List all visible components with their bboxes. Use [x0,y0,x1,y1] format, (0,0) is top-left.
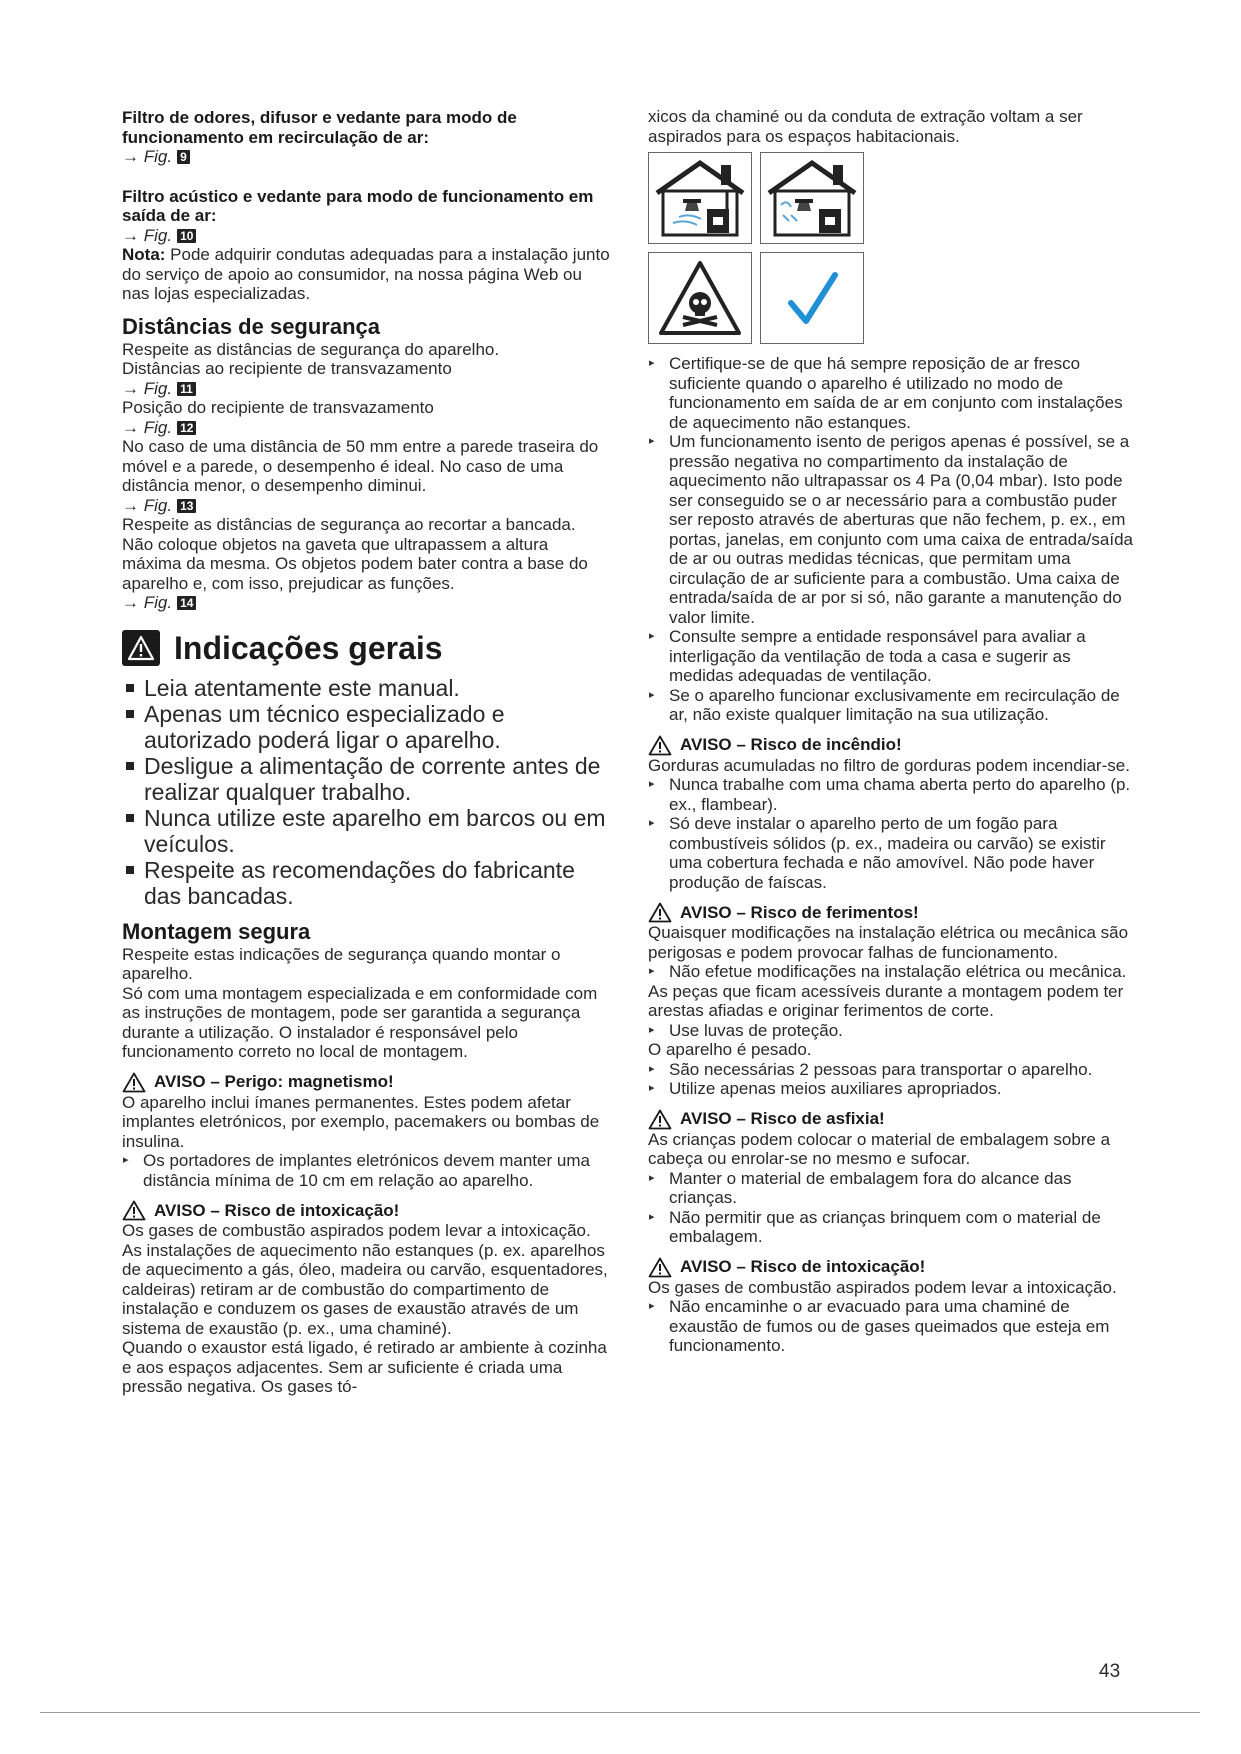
warning-triangle-icon [648,735,672,756]
skull-warning-picture [648,252,752,344]
figure-reference: → Fig. 10 [122,226,612,246]
recirculation-filter-title: Filtro de odores, difusor e vedante para modo de funcionamento em recirculação de ar: [122,108,517,147]
paragraph: Respeite as distâncias de segurança do aparelho. [122,339,500,359]
paragraph: As peças que ficam acessíveis durante a montagem podem ter arestas afiadas e originar ferimentos de corte. [648,981,1124,1020]
paragraph: Só com uma montagem especializada e em conformidade com as instruções de montagem, pode ser garantida a segurança durante a utilização. O instalador é responsável pelo funcionamento correto no local de montagem. [122,983,598,1061]
bullet-list [648,1169,1138,1247]
warning-fire [648,735,1138,756]
warning-triangle-icon [122,1200,146,1221]
paragraph: xicos da chaminé ou da conduta de extração voltam a ser aspirados para os espaços habitacionais. [648,107,1083,146]
figure-number-badge: 14 [177,596,196,610]
list-item: ▸ Os portadores de implantes eletrónicos devem manter uma distância mínima de 10 cm em relação ao aparelho. [122,1151,612,1190]
warning-intoxication-2 [648,1257,1138,1278]
figure-reference: → Fig. 13 [122,496,612,516]
warning-injury [648,902,1138,923]
warning-triangle-icon [122,630,160,666]
list-item: ▸ Use luvas de proteção. [648,1021,1138,1041]
paragraph: Posição do recipiente de transvazamento [122,398,434,417]
figure-number-badge: 9 [177,150,190,164]
list-item: Respeite as recomendações do fabricante das bancadas. [122,857,612,909]
paragraph: O aparelho é pesado. [648,1040,812,1059]
left-column [122,108,612,1397]
house-hazard-picture [648,152,752,244]
list-item: Apenas um técnico especializado e autorizado poderá ligar o aparelho. [122,701,612,753]
paragraph: Respeite estas indicações de segurança quando montar o aparelho. [122,944,561,983]
bullet-list [648,775,1138,892]
general-indications-header [122,623,612,673]
ventilation-illustration [648,152,1138,344]
paragraph: Quaisquer modificações na instalação elétrica ou mecânica são perigosas e podem provocar falhas de funcionamento. [648,923,1129,962]
warning-magnetism [122,1072,612,1093]
checkmark-icon [760,252,864,344]
bullet-list [648,962,1138,982]
figure-reference: → Fig. 14 [122,593,612,613]
safety-distances-heading: Distâncias de segurança [122,313,381,339]
warning-intoxication [122,1200,612,1221]
list-item: ▸ Consulte sempre a entidade responsável para avaliar a interligação da ventilação de toda a casa e sugerir as medidas adequadas de ventilação. [648,627,1138,686]
general-indications-heading: Indicações gerais [174,629,443,666]
list-item: ▸ Um funcionamento isento de perigos apenas é possível, se a pressão negativa no compartimento da instalação de aquecimento não ultrapassar os 4 Pa (0,04 mbar). Isto pode ser conseguido se o ar necessário para a combustão puder ser reposto através de aberturas que não fechem, p. ex., em portas, janelas, em conjunto com uma caixa de entrada/saída de ar ou outras medidas técnicas, que permitam uma circulação de ar suficiente para a combustão. Uma caixa de entrada/saída de ar por si só, não garante a manutenção do valor limite. [648,432,1138,627]
list-item: Nunca utilize este aparelho em barcos ou em veículos. [122,805,612,857]
warning-triangle-icon [648,1257,672,1278]
list-item: Leia atentamente este manual. [122,675,612,701]
figure-number-badge: 12 [177,421,196,435]
list-item: ▸ Utilize apenas meios auxiliares apropriados. [648,1079,1138,1099]
paragraph: Quando o exaustor está ligado, é retirado ar ambiente à cozinha e aos espaços adjacentes. Sem ar suficiente é criada uma pressão negativa. Os gases tó- [122,1338,607,1396]
paragraph: Respeite as distâncias de segurança ao recortar a bancada. [122,515,576,534]
list-item: Desligue a alimentação de corrente antes de realizar qualquer trabalho. [122,753,612,805]
paragraph: Os gases de combustão aspirados podem levar a intoxicação. [648,1277,1117,1297]
warning-title: AVISO – Risco de intoxicação! [154,1200,400,1220]
bullet-list [648,1297,1138,1356]
paragraph: Gorduras acumuladas no filtro de gorduras podem incendiar-se. [648,755,1130,775]
general-indications-list [122,675,612,909]
list-item: ▸ São necessárias 2 pessoas para transportar o aparelho. [648,1060,1138,1080]
list-item: ▸ Certifique-se de que há sempre reposição de ar fresco suficiente quando o aparelho é utilizado no modo de funcionamento em saída de ar em conjunto com instalações de aquecimento não estanques. [648,354,1138,432]
figure-number-badge: 13 [177,499,196,513]
warning-title: AVISO – Risco de incêndio! [680,735,902,755]
warning-triangle-icon [648,1109,672,1130]
bullet-list [648,1060,1138,1099]
warning-triangle-icon [648,902,672,923]
list-item: ▸ Manter o material de embalagem fora do alcance das crianças. [648,1169,1138,1208]
list-item: ▸ Não efetue modificações na instalação elétrica ou mecânica. [648,962,1138,982]
list-item: ▸ Não encaminhe o ar evacuado para uma chaminé de exaustão de fumos ou de gases queimados que esteja em funcionamento. [648,1297,1138,1356]
safe-mounting-heading: Montagem segura [122,918,311,944]
paragraph: O aparelho inclui ímanes permanentes. Estes podem afetar implantes eletrónicos, por exemplo, pacemakers ou bombas de insulina. [122,1092,600,1151]
list-item: ▸ Não permitir que as crianças brinquem com o material de embalagem. [648,1208,1138,1247]
warning-triangle-icon [122,1072,146,1093]
warning-title: AVISO – Risco de ferimentos! [680,902,919,922]
figure-number-badge: 10 [177,229,196,243]
figure-reference: → Fig. 9 [122,147,612,167]
page-number: 43 [1099,1661,1121,1682]
figure-reference: → Fig. 11 [122,379,612,399]
warning-title: AVISO – Risco de asfixia! [680,1109,885,1129]
warning-title: AVISO – Perigo: magnetismo! [154,1072,394,1092]
warning-title: AVISO – Risco de intoxicação! [680,1257,926,1277]
house-ok-picture [760,152,864,244]
bullet-list [648,1021,1138,1041]
paragraph: Os gases de combustão aspirados podem levar a intoxicação. As instalações de aquecimento não estanques (p. ex. aparelhos de aquecimento a gás, óleo, madeira ou carvão, esquentadores, caldeiras) retiram ar de combustão do compartimento de instalação e conduzem os gases de exaustão através de um sistema de exaustão (p. ex., uma chaminé). [122,1221,608,1338]
paragraph: No caso de uma distância de 50 mm entre a parede traseira do móvel e a parede, o desempenho é ideal. No caso de uma distância menor, o desempenho diminui. [122,437,599,495]
warning-asphyxia [648,1109,1138,1130]
right-column [648,107,1138,1356]
paragraph: Não coloque objetos na gaveta que ultrapassem a altura máxima da mesma. Os objetos podem bater contra a base do aparelho e, com isso, prejudicar as funções. [122,534,588,593]
figure-reference: → Fig. 12 [122,418,612,438]
list-item: ▸ Nunca trabalhe com uma chama aberta perto do aparelho (p. ex., flambear). [648,775,1138,814]
bullet-list [122,1151,612,1190]
paragraph: As crianças podem colocar o material de embalagem sobre a cabeça ou enrolar-se no mesmo e sufocar. [648,1129,1111,1168]
list-item: ▸ Só deve instalar o aparelho perto de um fogão para combustíveis sólidos (p. ex., madeira ou carvão) se existir uma cobertura fechada e não amovível. Não pode haver produção de faíscas. [648,814,1138,892]
note-paragraph: Nota: Pode adquirir condutas adequadas para a instalação junto do serviço de apoio ao consumidor, na nossa página Web ou nas lojas especializadas. [122,245,610,303]
acoustic-filter-title: Filtro acústico e vedante para modo de funcionamento em saída de ar: [122,186,594,225]
list-item: ▸ Se o aparelho funcionar exclusivamente em recirculação de ar, não existe qualquer limitação na sua utilização. [648,686,1138,725]
paragraph: Distâncias ao recipiente de transvazamento [122,359,452,378]
bullet-list [648,354,1138,725]
footer-divider [40,1712,1200,1713]
figure-number-badge: 11 [177,382,196,396]
